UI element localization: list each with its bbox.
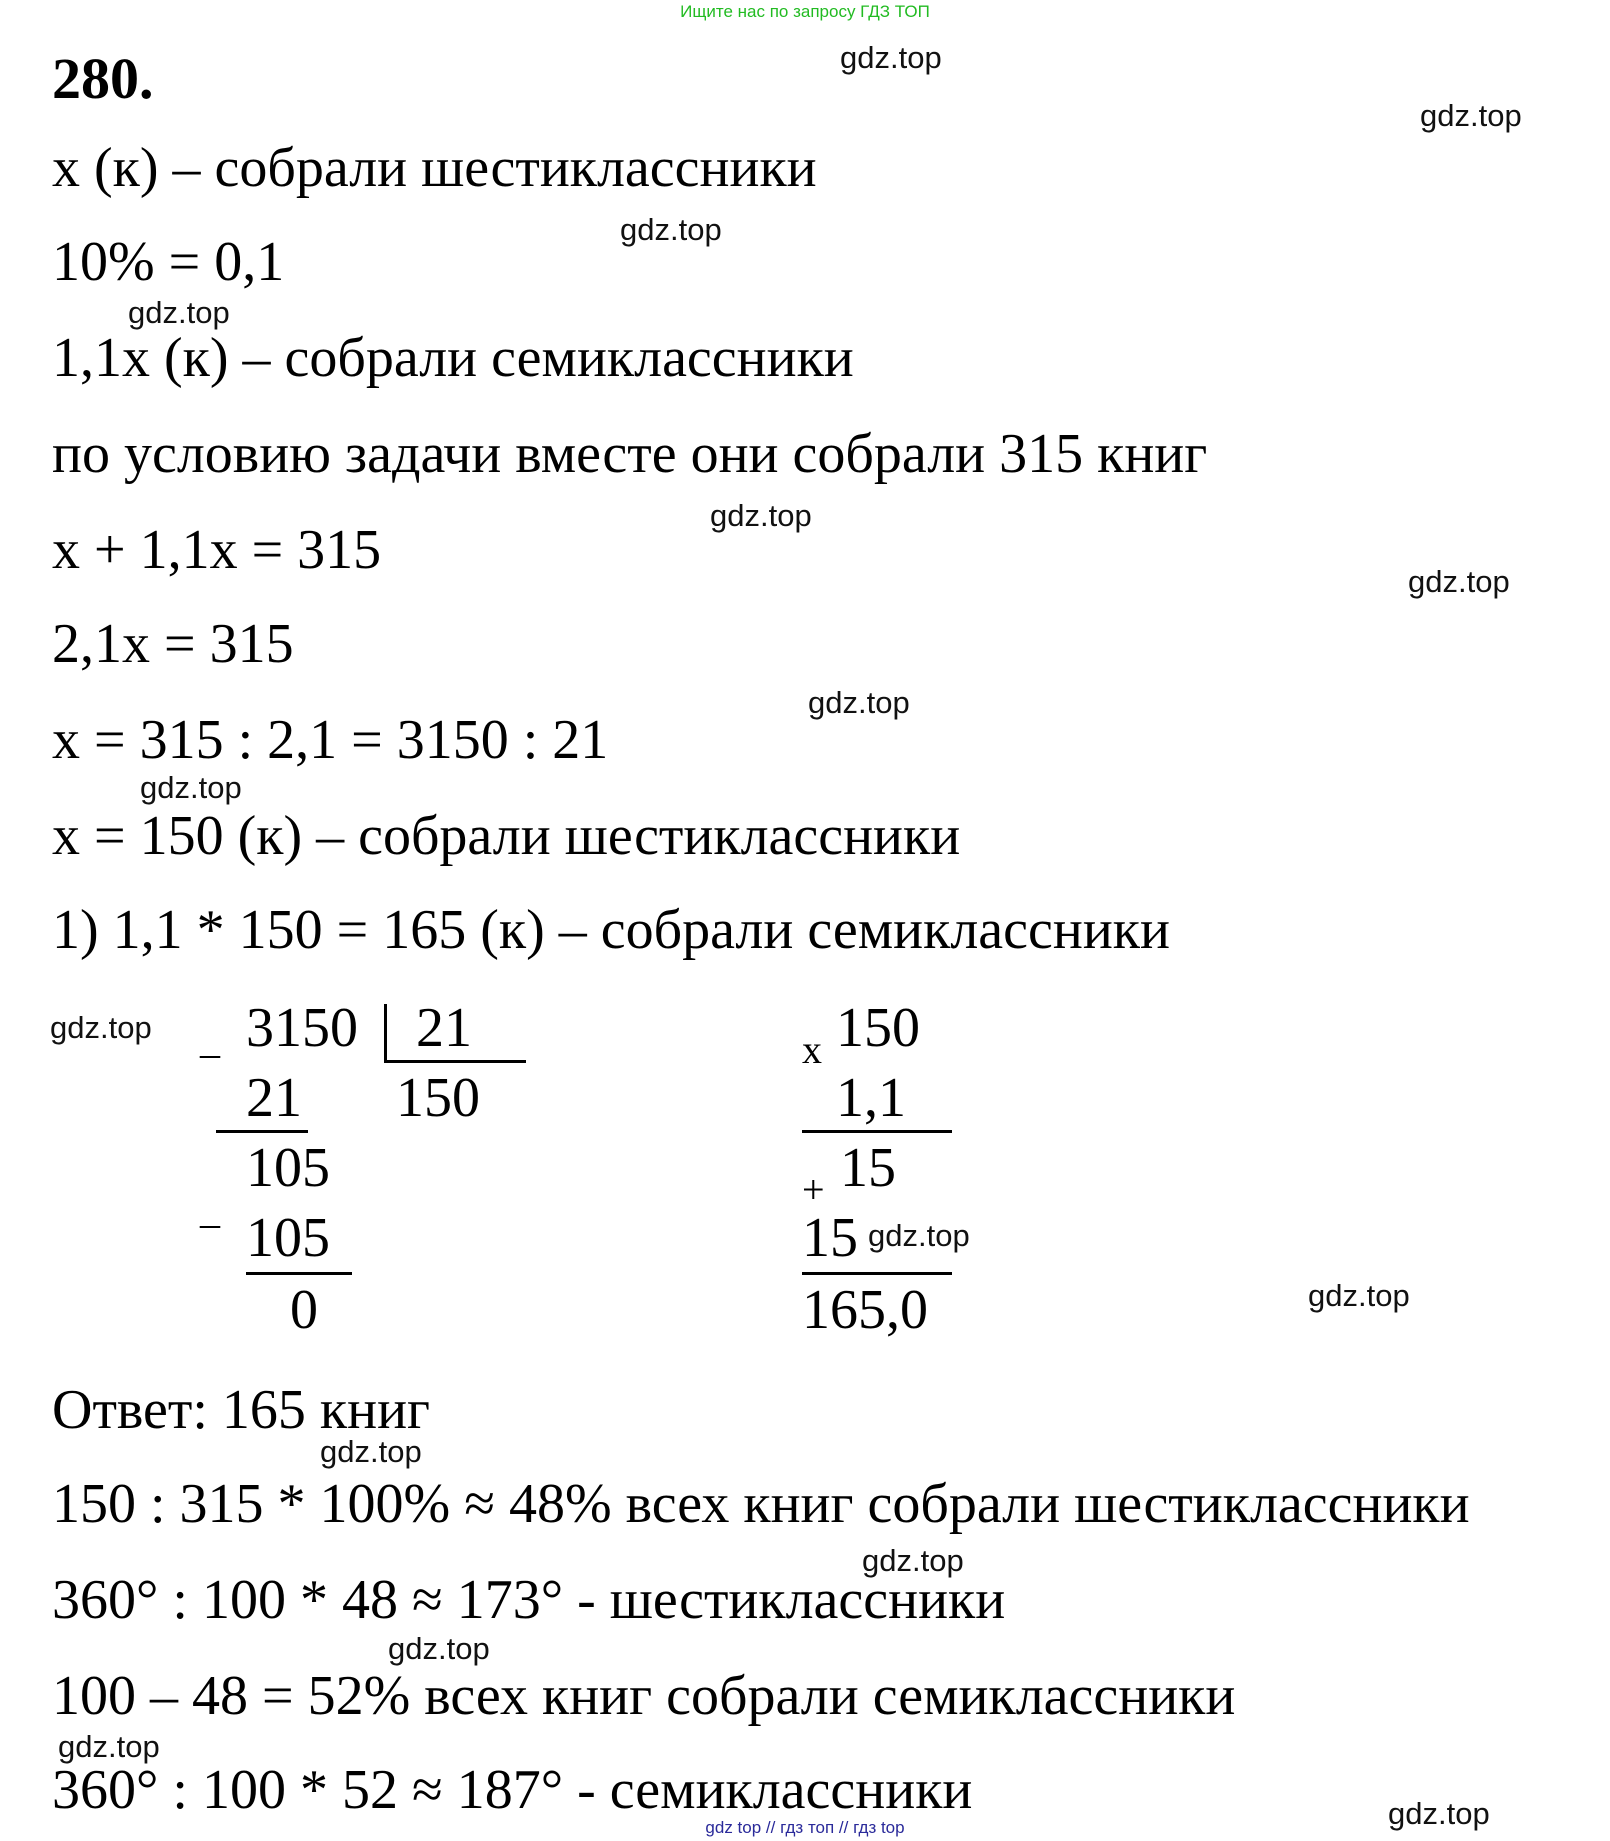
factor-underline: [802, 1130, 952, 1133]
partial-product-2: 15: [802, 1207, 858, 1269]
footer-links[interactable]: gdz top // гдз топ // гдз top: [705, 1818, 905, 1837]
factor-1: 150: [836, 997, 920, 1059]
watermark: gdz.top: [620, 212, 722, 247]
subtrahend-1: 21: [246, 1067, 302, 1129]
solution-line: x + 1,1x = 315: [52, 519, 382, 581]
dividend: 3150: [246, 997, 358, 1059]
watermark: gdz.top: [58, 1729, 160, 1764]
watermark: gdz.top: [710, 498, 812, 533]
remainder-1: 105: [246, 1137, 330, 1199]
times-sign: x: [802, 1027, 822, 1072]
solution-line: x = 315 : 2,1 = 3150 : 21: [52, 709, 609, 771]
watermark: gdz.top: [808, 685, 910, 720]
watermark: gdz.top: [1408, 564, 1510, 599]
problem-number: 280.: [52, 46, 154, 111]
degree-line: 360° : 100 * 48 ≈ 173° - шестиклассники: [52, 1569, 1006, 1631]
percent-line: 100 – 48 = 52% всех книг собрали семиклассники: [52, 1665, 1236, 1727]
quotient: 150: [396, 1067, 480, 1129]
subtrahend-2-underline: [246, 1272, 352, 1275]
product-result: 165,0: [802, 1279, 928, 1341]
solution-line: x (к) – собрали шестиклассники: [52, 137, 817, 199]
divisor-underline: [384, 1060, 526, 1063]
watermark: gdz.top: [1308, 1278, 1410, 1313]
watermark: gdz.top: [862, 1543, 964, 1578]
remainder-2: 0: [290, 1279, 318, 1341]
solution-line: 10% = 0,1: [52, 231, 285, 293]
solution-line: 1,1x (к) – собрали семиклассники: [52, 327, 854, 389]
watermark: gdz.top: [1420, 98, 1522, 133]
plus-sign: +: [802, 1167, 825, 1212]
watermark: gdz.top: [868, 1218, 970, 1253]
factor-2: 1,1: [836, 1067, 906, 1129]
solution-line: по условию задачи вместе они собрали 315 книг: [52, 423, 1208, 485]
watermark: gdz.top: [50, 1010, 152, 1045]
subtrahend-2: 105: [246, 1207, 330, 1269]
solution-line: 2,1x = 315: [52, 613, 294, 675]
solution-line: x = 150 (к) – собрали шестиклассники: [52, 805, 961, 867]
minus-sign: _: [200, 1187, 220, 1232]
top-banner[interactable]: Ищите нас по запросу ГДЗ ТОП: [680, 2, 930, 21]
subtrahend-1-underline: [216, 1130, 308, 1133]
watermark: gdz.top: [140, 770, 242, 805]
solution-line: 1) 1,1 * 150 = 165 (к) – собрали семиклассники: [52, 899, 1170, 961]
division-bar: [384, 1004, 387, 1060]
minus-sign: _: [200, 1017, 220, 1062]
degree-line: 360° : 100 * 52 ≈ 187° - семиклассники: [52, 1759, 973, 1821]
divisor: 21: [416, 997, 472, 1059]
answer: Ответ: 165 книг: [52, 1379, 431, 1441]
partial-product-1: 15: [840, 1137, 896, 1199]
watermark: gdz.top: [320, 1434, 422, 1469]
watermark: gdz.top: [1388, 1796, 1490, 1831]
partial-underline: [802, 1272, 952, 1275]
percent-line: 150 : 315 * 100% ≈ 48% всех книг собрали шестиклассники: [52, 1473, 1470, 1535]
watermark: gdz.top: [128, 295, 230, 330]
watermark: gdz.top: [388, 1631, 490, 1666]
watermark: gdz.top: [840, 40, 942, 75]
